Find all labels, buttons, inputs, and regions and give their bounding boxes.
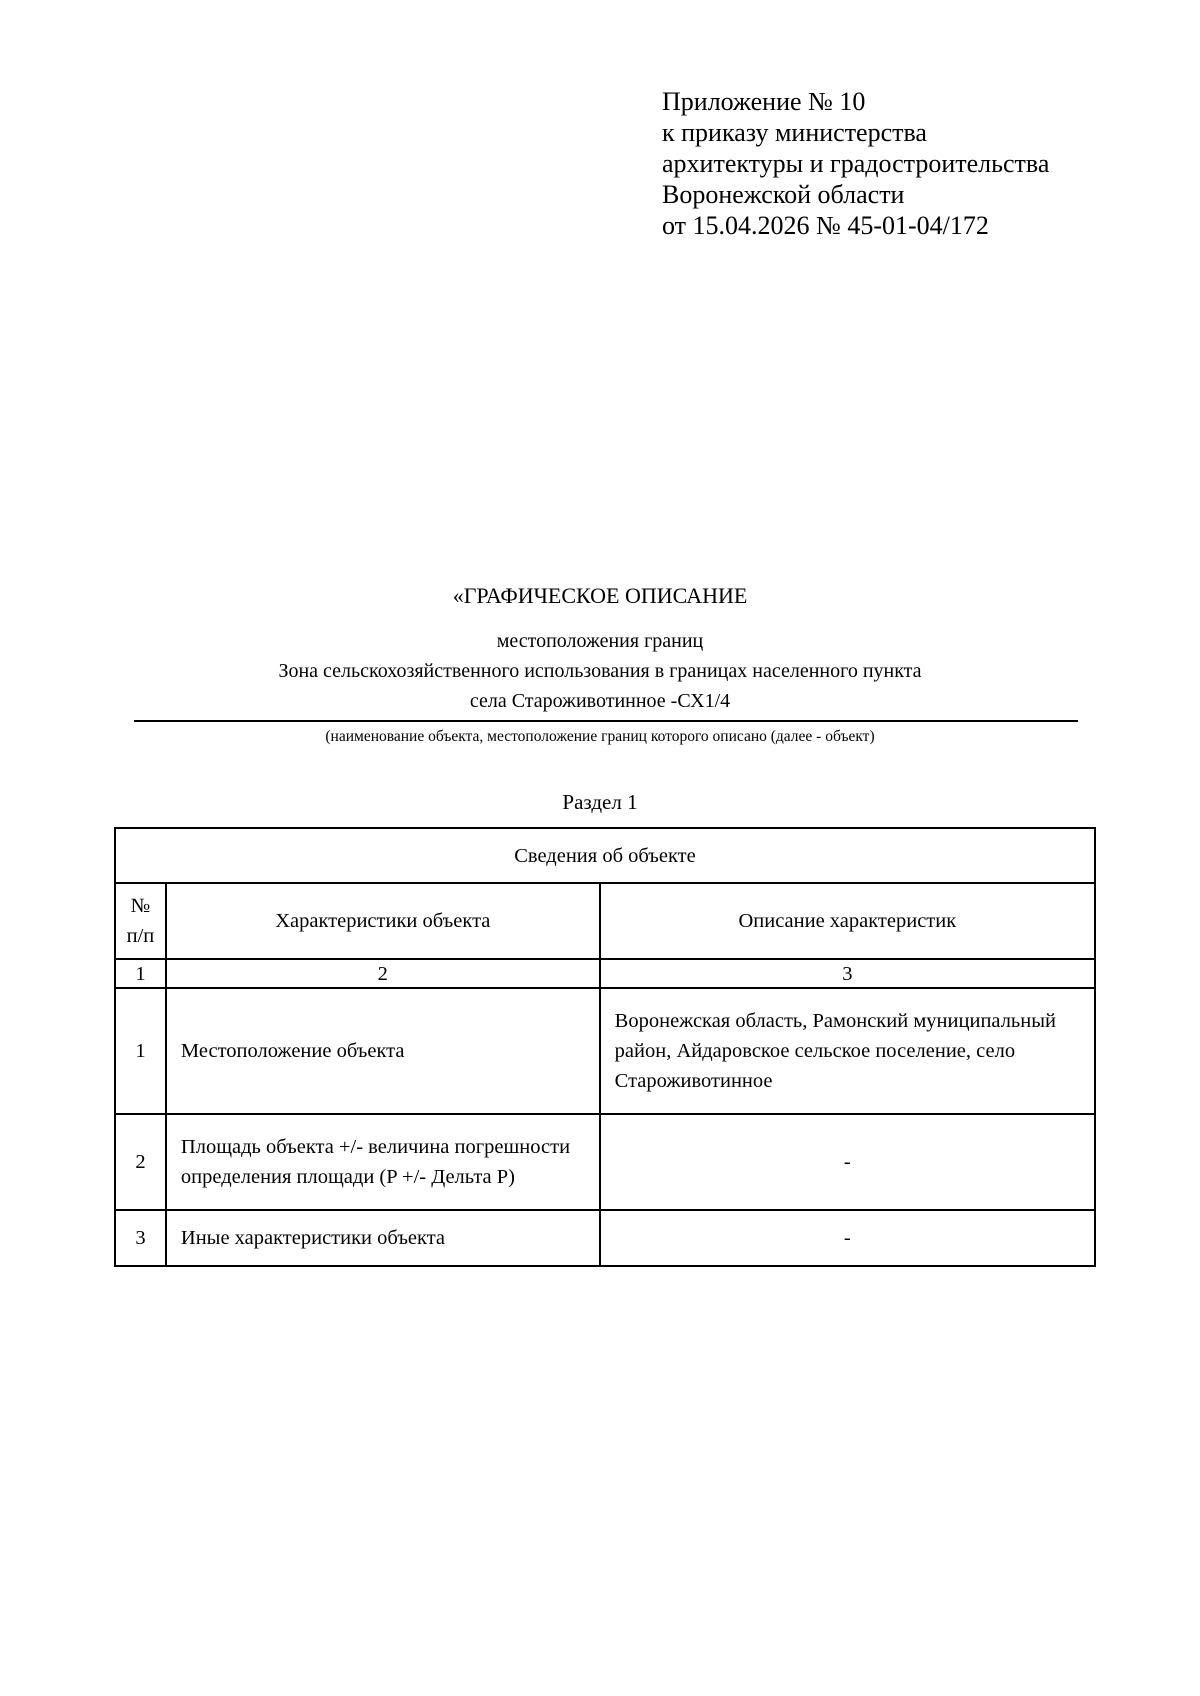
- row-characteristic: Местоположение объекта: [166, 988, 600, 1114]
- title-underline: [134, 720, 1078, 722]
- document-title: «ГРАФИЧЕСКОЕ ОПИСАНИЕ: [452, 583, 748, 608]
- column-number: 3: [600, 959, 1095, 988]
- object-name-hint: (наименование объекта, местоположение границ которого описано (далее - объект): [325, 728, 875, 745]
- row-num: 2: [115, 1114, 166, 1210]
- section-title: Раздел 1: [562, 790, 638, 814]
- appendix-order-ref: к приказу министерства: [662, 118, 927, 147]
- row-description: -: [600, 1210, 1095, 1266]
- header-description: Описание характеристик: [600, 883, 1095, 959]
- column-number: 1: [115, 959, 166, 988]
- object-locality: села Староживотинное -СХ1/4: [469, 690, 731, 712]
- object-subtitle: местоположения границ: [496, 630, 704, 652]
- table-row: [115, 988, 1095, 1114]
- object-name-block: [0, 626, 1200, 716]
- row-description: Воронежская область, Рамонский муниципальный район, Айдаровское сельское поселение, село Староживотинное: [600, 988, 1095, 1114]
- appendix-date-number: от 15.04.2026 № 45-01-04/172: [662, 211, 989, 240]
- table-caption: Сведения об объекте: [115, 828, 1095, 883]
- table-row: [115, 1210, 1095, 1266]
- row-num: 1: [115, 988, 166, 1114]
- appendix-number: Приложение № 10: [662, 87, 866, 116]
- table-row: [115, 1114, 1095, 1210]
- row-description: -: [600, 1114, 1095, 1210]
- row-characteristic: Иные характеристики объекта: [166, 1210, 600, 1266]
- row-characteristic: Площадь объекта +/- величина погрешности определения площади (P +/- Дельта P): [166, 1114, 600, 1210]
- object-info-table: [114, 827, 1096, 1267]
- table-header-row: [115, 883, 1095, 959]
- column-number-row: [115, 959, 1095, 988]
- appendix-region: Воронежской области: [662, 180, 905, 209]
- appendix-ministry: архитектуры и градостроительства: [662, 149, 1050, 178]
- row-num: 3: [115, 1210, 166, 1266]
- column-number: 2: [166, 959, 600, 988]
- header-characteristics: Характеристики объекта: [166, 883, 600, 959]
- header-num: № п/п: [115, 883, 166, 959]
- appendix-header: [662, 86, 1162, 241]
- table-caption-row: [115, 828, 1095, 883]
- object-zone-name: Зона сельскохозяйственного использования в границах населенного пункта: [278, 660, 922, 682]
